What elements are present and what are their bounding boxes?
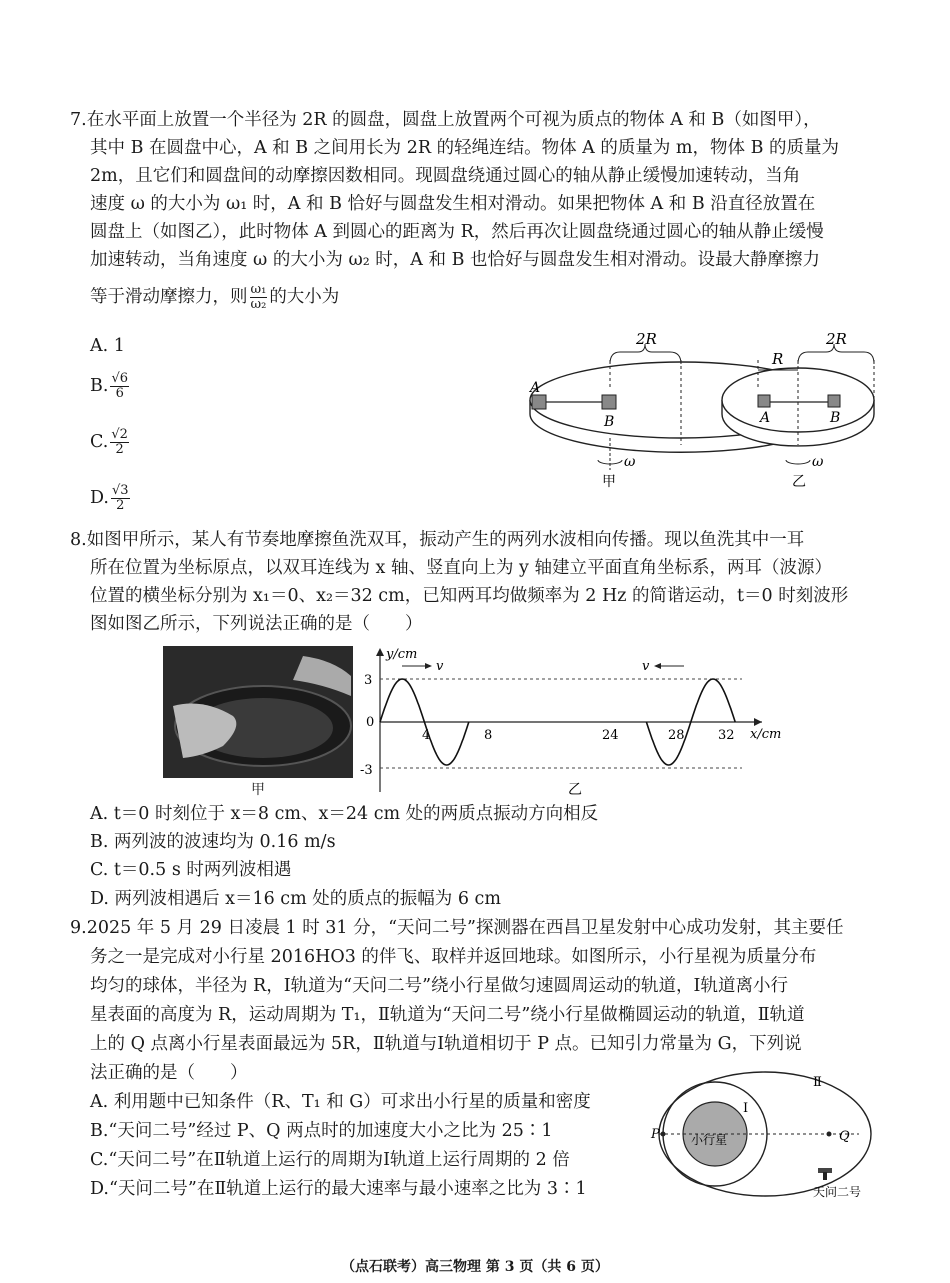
q7-label-a-jia: A	[530, 380, 541, 396]
q8-photo-fish-basin	[163, 646, 353, 798]
q8-tick-x-4: 4	[422, 728, 431, 743]
q8-velocity-arrowhead-right	[654, 663, 661, 669]
q8-caption-jia: 甲	[251, 782, 265, 798]
q7-fraction	[250, 283, 268, 312]
q7-label-b-jia: B	[604, 414, 615, 430]
q9-probe-body	[823, 1172, 827, 1180]
q7-option-d-den: 2	[116, 498, 125, 513]
q9-line-3: 均匀的球体，半径为 R，Ⅰ轨道为“天问二号”绕小行星做匀速圆周运动的轨道，Ⅰ轨道离小行	[90, 976, 788, 996]
q7-option-d	[90, 484, 132, 513]
q9-point-p	[661, 1132, 666, 1137]
q7-option-c-den: 2	[115, 442, 124, 457]
q9-line-2: 务之一是完成对小行星 2016HO3 的伴飞、取样并返回地球。如图所示，小行星视为质量分布	[90, 947, 817, 967]
q8-v-label-right: v	[642, 659, 650, 674]
q8-y-axis-label: y/cm	[386, 647, 418, 662]
q9-probe-icon	[818, 1168, 832, 1180]
q8-caption-yi: 乙	[568, 782, 582, 798]
q8-wave-graph	[362, 644, 782, 800]
q7-label-a-yi: A	[760, 410, 771, 426]
q8-option-c: C. t＝0.5 s 时两列波相遇	[90, 860, 292, 880]
q9-line-5: 上的 Q 点离小行星表面最远为 5R，Ⅱ轨道与Ⅰ轨道相切于 P 点。已知引力常量为 G，下列说	[90, 1034, 802, 1054]
q7-block-a-jia	[532, 395, 546, 409]
q7-label-2r-jia: 2R	[636, 330, 657, 348]
q8-line-3: 位置的横坐标分别为 x₁＝0、x₂＝32 cm，已知两耳均做频率为 2 Hz 的简谐运动，t＝0 时刻波形	[90, 586, 849, 606]
q8-option-d: D. 两列波相遇后 x＝16 cm 处的质点的振幅为 6 cm	[90, 889, 501, 909]
q7-line-3: 2m，且它们和圆盘间的动摩擦因数相同。现圆盘绕通过圆心的轴从静止缓慢加速转动，当角	[90, 166, 801, 186]
q9-line-6: 法正确的是（ ）	[90, 1063, 248, 1083]
q8-y-axis-arrow	[376, 648, 384, 656]
q7-label-2r-yi: 2R	[826, 330, 847, 348]
q7-option-c	[90, 428, 131, 457]
q7-option-d-num: √3	[111, 483, 129, 498]
q7-omega-jia: ω	[624, 454, 636, 470]
q7-label-r-yi: R	[772, 350, 784, 368]
q9-label-probe: 天问二号	[813, 1185, 862, 1199]
q8-tick-y-0: 0	[366, 715, 375, 730]
q8-line-1: 8.如图甲所示，某人有节奏地摩擦鱼洗双耳，振动产生的两列水波相向传播。现以鱼洗其中一耳	[70, 530, 805, 550]
q7-option-b	[90, 372, 131, 401]
q7-block-b-jia	[602, 395, 616, 409]
q7-option-c-frac	[110, 428, 129, 457]
q7-block-a-yi	[758, 395, 770, 407]
q7-caption-jia: 甲	[602, 474, 616, 490]
q9-label-asteroid: 小行星	[691, 1133, 728, 1147]
q8-x-axis-arrow	[754, 718, 762, 726]
q9-orbit-figure	[645, 1068, 885, 1208]
q7-line-6: 加速转动，当角速度 ω 的大小为 ω₂ 时，A 和 B 也恰好与圆盘发生相对滑动。设最大静摩擦力	[90, 250, 820, 270]
q8-option-a: A. t＝0 时刻位于 x＝8 cm、x＝24 cm 处的两质点振动方向相反	[90, 804, 599, 824]
q7-line-2: 其中 B 在圆盘中心，A 和 B 之间用长为 2R 的轻绳连结。物体 A 的质量为 m，物体 B 的质量为	[90, 138, 840, 158]
q7-line-7	[90, 283, 339, 312]
q8-tick-y-3: 3	[364, 673, 373, 688]
page-footer: （点石联考）高三物理 第 3 页（共 6 页）	[341, 1259, 609, 1275]
q7-option-d-frac	[111, 484, 130, 513]
q7-disc-figures	[520, 330, 890, 495]
q7-option-b-frac	[110, 372, 129, 401]
q8-line-4: 图如图乙所示，下列说法正确的是（ ）	[90, 614, 423, 634]
q9-line-1: 9.2025 年 5 月 29 日凌晨 1 时 31 分，“天问二号”探测器在西昌卫星发射中心成功发射，其主要任	[70, 918, 844, 938]
q7-option-a: A. 1	[90, 336, 125, 356]
q7-option-c-label: C.	[90, 432, 109, 452]
q8-tick-y-neg3: -3	[360, 763, 373, 778]
q7-caption-yi: 乙	[792, 474, 806, 490]
q7-line-5: 圆盘上（如图乙），此时物体 A 到圆心的距离为 R，然后再次让圆盘绕通过圆心的轴从静止缓慢	[90, 222, 824, 242]
q7-omega-yi: ω	[812, 454, 824, 470]
q8-x-axis-label: x/cm	[750, 727, 782, 742]
q7-frac-den: ω₂	[250, 297, 267, 312]
q9-line-4: 星表面的高度为 R，运动周期为 T₁，Ⅱ轨道为“天问二号”绕小行星做椭圆运动的轨道，Ⅱ轨道	[90, 1005, 805, 1025]
q7-rotation-arrow-yi	[786, 460, 810, 464]
q8-line-2: 所在位置为坐标原点，以双耳连线为 x 轴、竖直向上为 y 轴建立平面直角坐标系，两耳（波源）	[90, 558, 833, 578]
q7-option-d-label: D.	[90, 488, 109, 508]
q9-option-c: C.“天问二号”在Ⅱ轨道上运行的周期为Ⅰ轨道上运行周期的 2 倍	[90, 1150, 570, 1170]
q7-line-4: 速度 ω 的大小为 ω₁ 时，A 和 B 恰好与圆盘发生相对滑动。如果把物体 A 和 B 沿直径放置在	[90, 194, 816, 214]
q8-tick-x-32: 32	[718, 728, 735, 743]
q7-frac-num: ω₁	[250, 282, 267, 297]
q7-line-7-suffix: 的大小为	[269, 287, 340, 307]
q9-label-p: P	[651, 1127, 660, 1142]
q9-option-a: A. 利用题中已知条件（R、T₁ 和 G）可求出小行星的质量和密度	[90, 1092, 591, 1112]
q7-option-b-num: √6	[111, 371, 128, 386]
q9-option-b: B.“天问二号”经过 P、Q 两点时的加速度大小之比为 25∶1	[90, 1121, 553, 1141]
q7-block-b-yi	[828, 395, 840, 407]
q7-option-b-den: 6	[115, 386, 124, 401]
q8-tick-x-28: 28	[668, 728, 685, 743]
q8-option-b: B. 两列波的波速均为 0.16 m/s	[90, 832, 336, 852]
q8-tick-x-8: 8	[484, 728, 493, 743]
q9-label-orbit-2: Ⅱ	[813, 1075, 822, 1090]
q9-option-d: D.“天问二号”在Ⅱ轨道上运行的最大速率与最小速率之比为 3∶1	[90, 1179, 587, 1199]
q7-line-1: 7.在水平面上放置一个半径为 2R 的圆盘，圆盘上放置两个可视为质点的物体 A 和 B（如图甲），	[70, 110, 821, 130]
q7-line-7-prefix: 等于滑动摩擦力，则	[90, 287, 248, 307]
q9-point-q	[827, 1132, 832, 1137]
q8-velocity-arrowhead-left	[425, 663, 432, 669]
q8-v-label-left: v	[436, 659, 444, 674]
q7-figure-yi	[722, 330, 874, 490]
q8-tick-x-24: 24	[602, 728, 619, 743]
q7-label-b-yi: B	[830, 410, 841, 426]
q7-option-b-label: B.	[90, 376, 109, 396]
q7-option-c-num: √2	[111, 427, 128, 442]
q9-label-orbit-1: Ⅰ	[743, 1101, 749, 1116]
q9-label-q: Q	[839, 1129, 850, 1144]
